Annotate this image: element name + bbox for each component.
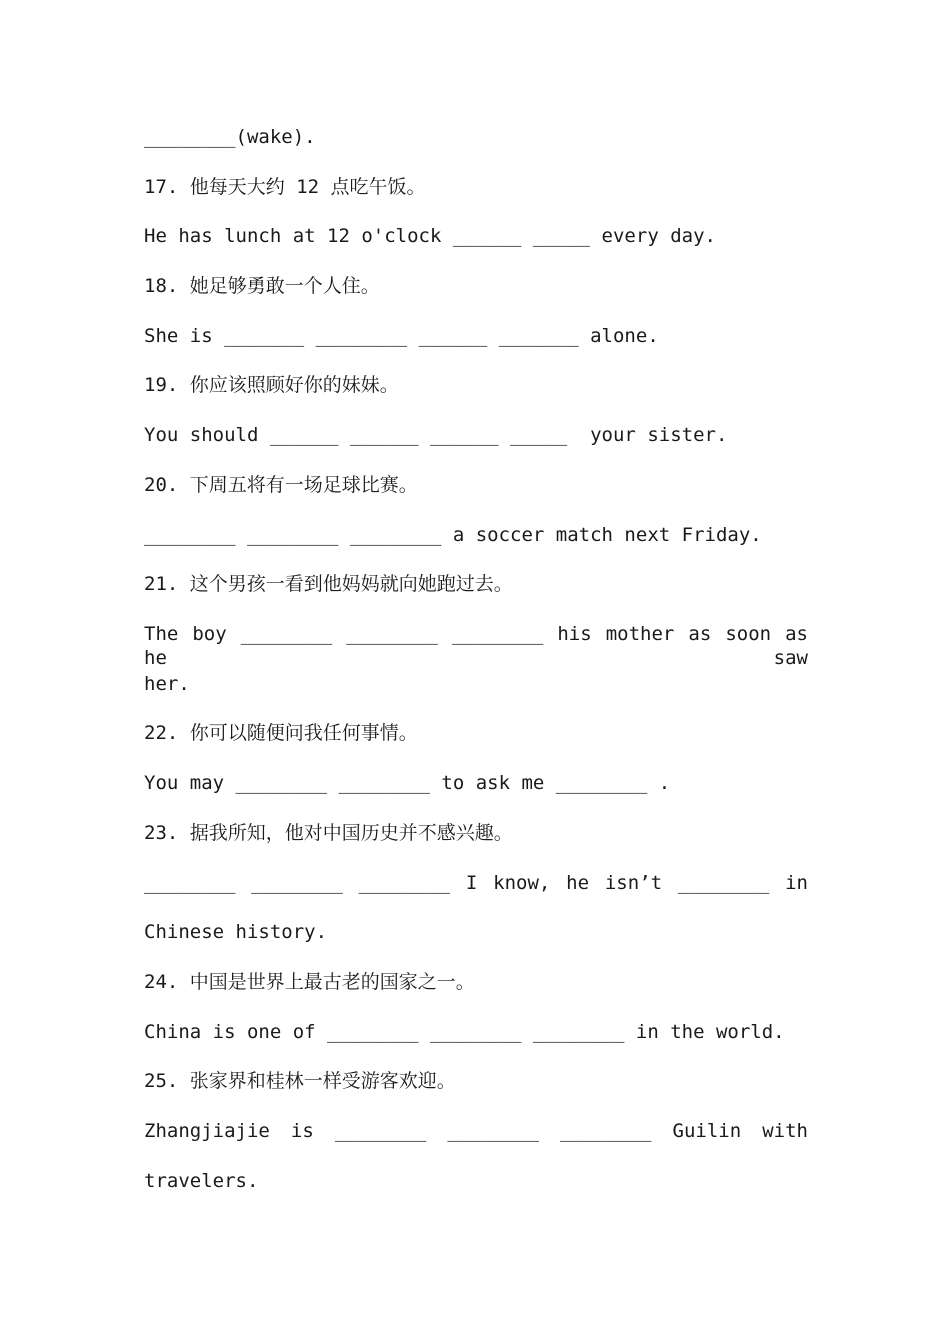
q21-answer-continuation: her. — [144, 673, 190, 695]
q19-answer-line: You should ______ ______ ______ _____ your sister. — [144, 424, 728, 446]
q25-prompt: 25. 张家界和桂林一样受游客欢迎。 — [144, 1070, 456, 1092]
q21-answer-line: The boy ________ ________ ________ his mother as soon as he saw — [144, 623, 808, 669]
q16-answer-line: ________(wake). — [144, 126, 316, 148]
q23-prompt: 23. 据我所知，他对中国历史并不感兴趣。 — [144, 822, 513, 844]
q23-answer-line: ________ ________ ________ I know, he isn’t ________ in — [144, 872, 808, 894]
q17-answer-line: He has lunch at 12 o'clock ______ _____ every day. — [144, 225, 716, 247]
q22-answer-line: You may ________ ________ to ask me ________ . — [144, 772, 671, 794]
q24-prompt: 24. 中国是世界上最古老的国家之一。 — [144, 971, 475, 993]
q20-prompt: 20. 下周五将有一场足球比赛。 — [144, 474, 418, 496]
q18-prompt: 18. 她足够勇敢一个人住。 — [144, 275, 380, 297]
q20-answer-line: ________ ________ ________ a soccer match next Friday. — [144, 524, 762, 546]
q23-answer-continuation: Chinese history. — [144, 921, 328, 943]
q17-prompt: 17. 他每天大约 12 点吃午饭。 — [144, 176, 426, 198]
q21-prompt: 21. 这个男孩一看到他妈妈就向她跑过去。 — [144, 573, 513, 595]
q25-answer-line: Zhangjiajie is ________ ________ ________ Guilin with — [144, 1120, 808, 1142]
q22-prompt: 22. 你可以随便问我任何事情。 — [144, 722, 418, 744]
q24-answer-line: China is one of ________ ________ ________ in the world. — [144, 1021, 785, 1043]
q19-prompt: 19. 你应该照顾好你的妹妹。 — [144, 374, 399, 396]
q18-answer-line: She is _______ ________ ______ _______ alone. — [144, 325, 659, 347]
q25-answer-continuation: travelers. — [144, 1170, 259, 1192]
